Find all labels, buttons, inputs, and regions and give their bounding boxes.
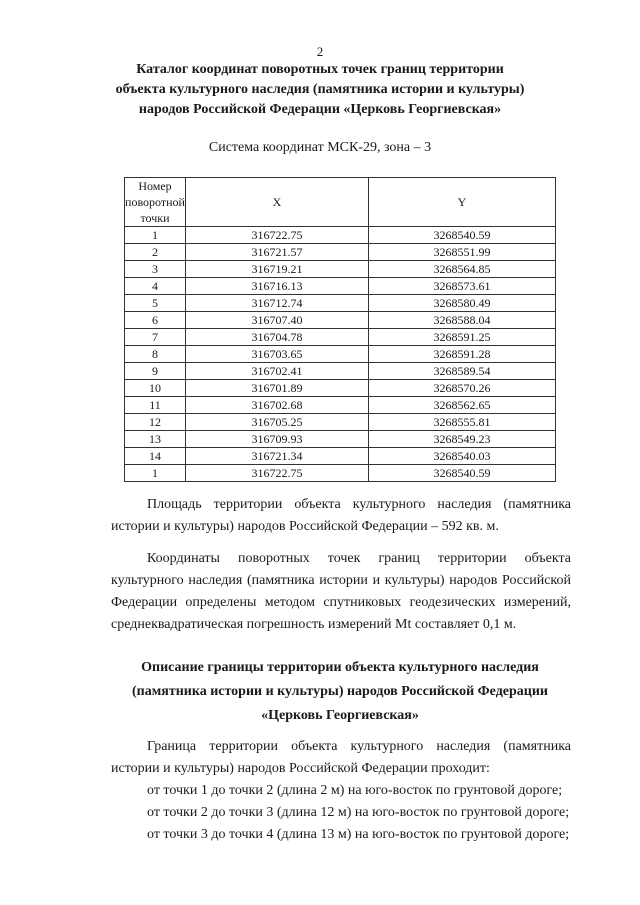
cell-y: 3268591.28: [368, 346, 555, 363]
cell-x: 316716.13: [185, 278, 368, 295]
cell-point-number: 8: [125, 346, 186, 363]
table-row: [125, 244, 556, 261]
table-row: [125, 278, 556, 295]
table-row: [125, 261, 556, 278]
boundary-segment: от точки 1 до точки 2 (длина 2 м) на юго-восток по грунтовой дороге;: [147, 783, 563, 798]
table-row: [125, 397, 556, 414]
cell-x: 316704.78: [185, 329, 368, 346]
cell-y: 3268564.85: [368, 261, 555, 278]
cell-point-number: 9: [125, 363, 186, 380]
cell-point-number: 3: [125, 261, 186, 278]
cell-y: 3268580.49: [368, 295, 555, 312]
cell-point-number: 4: [125, 278, 186, 295]
cell-y: 3268573.61: [368, 278, 555, 295]
cell-y: 3268551.99: [368, 244, 555, 261]
cell-point-number: 1: [125, 227, 186, 244]
page-number: 2: [316, 44, 324, 59]
table-row: [125, 448, 556, 465]
cell-y: 3268540.59: [368, 227, 555, 244]
cell-x: 316703.65: [185, 346, 368, 363]
description-heading-line: (памятника истории и культуры) народов Российской Федерации: [132, 684, 548, 699]
description-heading-line: Описание границы территории объекта культурного наследия: [141, 660, 539, 675]
coordinate-system: Система координат МСК-29, зона – 3: [208, 140, 432, 155]
cell-point-number: 10: [125, 380, 186, 397]
table-body: [125, 227, 556, 482]
catalog-title-line: Каталог координат поворотных точек границ территории: [136, 62, 504, 77]
cell-x: 316721.57: [185, 244, 368, 261]
boundary-segment: от точки 2 до точки 3 (длина 12 м) на юго-восток по грунтовой дороге;: [147, 805, 570, 820]
header-point-number-line: точки: [140, 211, 170, 225]
cell-x: 316701.89: [185, 380, 368, 397]
cell-x: 316719.21: [185, 261, 368, 278]
cell-x: 316712.74: [185, 295, 368, 312]
cell-y: 3268588.04: [368, 312, 555, 329]
method-text: Координаты поворотных точек границ территории объекта культурного наследия (памятника истории и культуры) народов Российской Федерации определены методом спутниковых геодезических измерений, среднеквадратическая погрешность измерений Mt составляет 0,1 м.: [111, 551, 571, 632]
table-header-row: [125, 178, 556, 227]
catalog-title-line: объекта культурного наследия (памятника истории и культуры): [115, 82, 525, 97]
method-paragraph: [111, 548, 571, 636]
area-text: Площадь территории объекта культурного наследия (памятника истории и культуры) народов Российской Федерации – 592 кв. м.: [111, 497, 571, 534]
cell-y: 3268540.59: [368, 465, 555, 482]
cell-point-number: 2: [125, 244, 186, 261]
table-row: [125, 227, 556, 244]
cell-x: 316705.25: [185, 414, 368, 431]
boundary-description: [111, 736, 571, 846]
table-row: [125, 431, 556, 448]
table-row: [125, 414, 556, 431]
cell-point-number: 7: [125, 329, 186, 346]
table-row: [125, 312, 556, 329]
cell-x: 316722.75: [185, 227, 368, 244]
cell-point-number: 1: [125, 465, 186, 482]
cell-x: 316709.93: [185, 431, 368, 448]
header-x: X: [185, 178, 368, 227]
boundary-segment: от точки 3 до точки 4 (длина 13 м) на юго-восток по грунтовой дороге;: [147, 827, 570, 842]
coordinates-table: [124, 177, 556, 482]
table-row: [125, 346, 556, 363]
cell-x: 316721.34: [185, 448, 368, 465]
cell-point-number: 5: [125, 295, 186, 312]
cell-y: 3268589.54: [368, 363, 555, 380]
cell-x: 316702.41: [185, 363, 368, 380]
header-y: Y: [368, 178, 555, 227]
catalog-title-line: народов Российской Федерации «Церковь Георгиевская»: [138, 102, 502, 117]
table-row: [125, 363, 556, 380]
cell-point-number: 14: [125, 448, 186, 465]
boundary-intro: Граница территории объекта культурного наследия (памятника истории и культуры) народов Российской Федерации проходит:: [111, 739, 571, 776]
cell-point-number: 12: [125, 414, 186, 431]
catalog-title: [80, 60, 560, 120]
cell-y: 3268570.26: [368, 380, 555, 397]
cell-x: 316707.40: [185, 312, 368, 329]
description-heading: [100, 656, 580, 728]
table-row: [125, 380, 556, 397]
cell-x: 316702.68: [185, 397, 368, 414]
table-row: [125, 329, 556, 346]
header-point-number-line: Номер поворотной: [125, 179, 185, 209]
header-point-number: [125, 178, 186, 227]
cell-x: 316722.75: [185, 465, 368, 482]
cell-y: 3268562.65: [368, 397, 555, 414]
description-heading-line: «Церковь Георгиевская»: [261, 708, 419, 723]
cell-y: 3268555.81: [368, 414, 555, 431]
cell-y: 3268549.23: [368, 431, 555, 448]
table-row: [125, 295, 556, 312]
cell-point-number: 13: [125, 431, 186, 448]
cell-point-number: 11: [125, 397, 186, 414]
table-row: [125, 465, 556, 482]
area-paragraph: [111, 494, 571, 538]
cell-y: 3268591.25: [368, 329, 555, 346]
cell-point-number: 6: [125, 312, 186, 329]
cell-y: 3268540.03: [368, 448, 555, 465]
